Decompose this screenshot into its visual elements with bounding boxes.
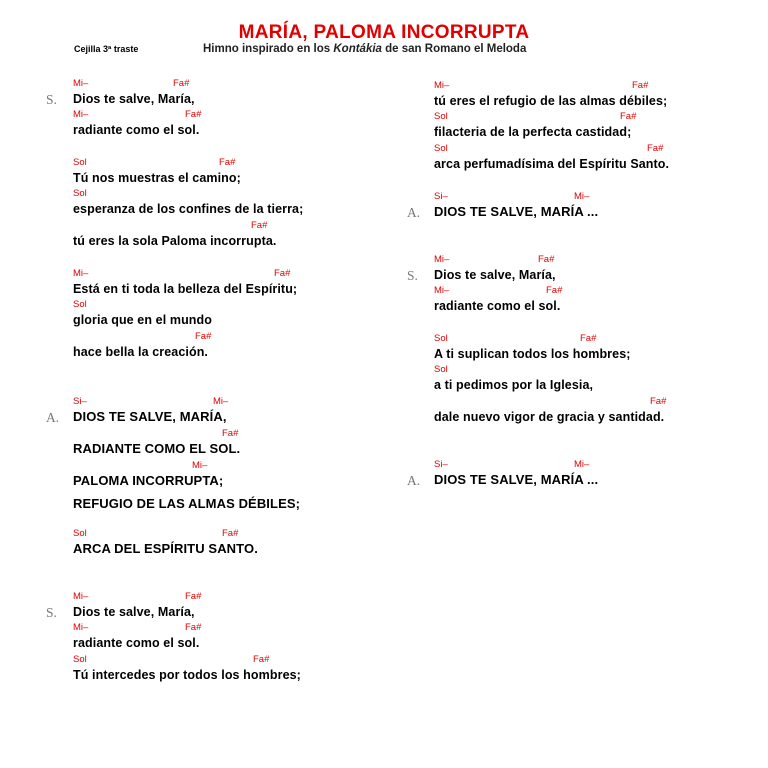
song-line	[73, 460, 223, 489]
song-line	[73, 528, 258, 557]
lyric-line: gloria que en el mundo	[73, 313, 213, 327]
song-line	[73, 496, 300, 512]
song-subtitle	[203, 43, 526, 55]
lyric-line: A ti suplican todos los hombres;	[434, 347, 631, 361]
chord: Mi–	[434, 254, 450, 265]
lyric-line: PALOMA INCORRUPTA;	[73, 473, 224, 488]
song-line	[434, 111, 637, 140]
chord: Si–	[73, 396, 87, 407]
song-line	[73, 188, 303, 217]
lyric-line: radiante como el sol.	[73, 636, 200, 650]
lyric-line: radiante como el sol.	[434, 299, 561, 313]
lyric-line: tú eres la sola Paloma incorrupta.	[73, 234, 277, 248]
chord: Fa#	[274, 268, 291, 279]
chord: Mi–	[213, 396, 229, 407]
subtitle-text: Himno inspirado en los	[203, 43, 334, 55]
lyric-line: ARCA DEL ESPÍRITU SANTO.	[73, 541, 258, 556]
song-line	[73, 268, 297, 297]
section-marker: A.	[46, 410, 60, 425]
chord: Fa#	[251, 220, 268, 231]
lyric-line: hace bella la creación.	[73, 345, 209, 359]
song-line	[73, 220, 276, 249]
lyric-line: DIOS TE SALVE, MARÍA ...	[434, 204, 599, 219]
song-line	[73, 157, 241, 186]
chord: Si–	[434, 459, 448, 470]
lyric-line: DIOS TE SALVE, MARÍA ...	[434, 472, 599, 487]
song-line	[434, 143, 669, 172]
chord: Mi–	[192, 460, 208, 471]
lyric-line: Dios te salve, María,	[73, 605, 195, 619]
section-marker: S.	[46, 605, 57, 620]
chord: Fa#	[620, 111, 637, 122]
chord: Fa#	[195, 331, 212, 342]
lyric-line: RADIANTE COMO EL SOL.	[73, 441, 241, 456]
song-line	[434, 364, 593, 393]
chord: Mi–	[574, 459, 590, 470]
song-line	[434, 254, 556, 283]
song-line	[73, 591, 202, 620]
chord: Sol	[73, 157, 87, 168]
song-line	[73, 331, 212, 360]
chord: Fa#	[185, 109, 202, 120]
song-line	[434, 80, 667, 109]
lyric-line: dale nuevo vigor de gracia y santidad.	[434, 410, 665, 424]
chord: Sol	[73, 188, 87, 199]
chord: Fa#	[222, 528, 239, 539]
subtitle-text-end: de san Romano el Meloda	[381, 43, 527, 55]
song-line	[73, 299, 212, 328]
song-line	[434, 191, 598, 220]
lyric-line: REFUGIO DE LAS ALMAS DÉBILES;	[73, 496, 301, 511]
song-line	[434, 459, 598, 488]
lyric-line: Tú nos muestras el camino;	[73, 171, 241, 185]
section-marker: S.	[407, 268, 418, 283]
song-line	[73, 428, 240, 457]
song-title: MARÍA, PALOMA INCORRUPTA	[238, 22, 530, 43]
song-line	[73, 622, 202, 651]
chord: Fa#	[185, 591, 202, 602]
song-line	[434, 285, 563, 314]
section-marker: S.	[46, 92, 57, 107]
lyric-line: radiante como el sol.	[73, 123, 200, 137]
subtitle-emphasis: Kontákia	[333, 43, 382, 55]
chord: Fa#	[222, 428, 239, 439]
chord: Sol	[434, 111, 448, 122]
chord: Fa#	[219, 157, 236, 168]
chord: Fa#	[538, 254, 555, 265]
chord: Sol	[73, 299, 87, 310]
chord: Sol	[73, 654, 87, 665]
song-line	[73, 109, 202, 138]
chord: Sol	[434, 364, 448, 375]
chord: Sol	[434, 333, 448, 344]
lyric-line: Dios te salve, María,	[73, 92, 195, 106]
lyric-line: Dios te salve, María,	[434, 268, 556, 282]
chord: Si–	[434, 191, 448, 202]
chord: Fa#	[632, 80, 649, 91]
lyric-line: Tú intercedes por todos los hombres;	[73, 668, 301, 682]
song-line	[434, 396, 667, 425]
lyric-line: filacteria de la perfecta castidad;	[434, 125, 632, 139]
lyric-line: esperanza de los confines de la tierra;	[73, 202, 304, 216]
capo-note: Cejilla 3ª traste	[74, 44, 139, 54]
chord: Mi–	[434, 80, 450, 91]
chord: Mi–	[73, 268, 89, 279]
chord: Mi–	[73, 622, 89, 633]
chord: Fa#	[546, 285, 563, 296]
chord: Fa#	[173, 78, 190, 89]
chord: Fa#	[650, 396, 667, 407]
lyric-line: arca perfumadísima del Espíritu Santo.	[434, 157, 670, 171]
lyric-line: tú eres el refugio de las almas débiles;	[434, 94, 668, 108]
chord: Fa#	[580, 333, 597, 344]
chord: Mi–	[73, 591, 89, 602]
lyric-line: a ti pedimos por la Iglesia,	[434, 378, 594, 392]
chord: Mi–	[574, 191, 590, 202]
section-marker: A.	[407, 205, 421, 220]
chord: Fa#	[185, 622, 202, 633]
lyric-line: Está en ti toda la belleza del Espíritu;	[73, 282, 298, 296]
chord: Fa#	[253, 654, 270, 665]
chord: Sol	[434, 143, 448, 154]
chord: Mi–	[73, 78, 89, 89]
song-line	[434, 333, 631, 362]
song-line	[73, 396, 227, 425]
song-line	[73, 654, 301, 683]
chord: Mi–	[434, 285, 450, 296]
song-line	[73, 78, 195, 107]
section-marker: A.	[407, 473, 421, 488]
chord: Mi–	[73, 109, 89, 120]
chord: Fa#	[647, 143, 664, 154]
chord: Sol	[73, 528, 87, 539]
lyric-line: DIOS TE SALVE, MARÍA,	[73, 409, 227, 424]
